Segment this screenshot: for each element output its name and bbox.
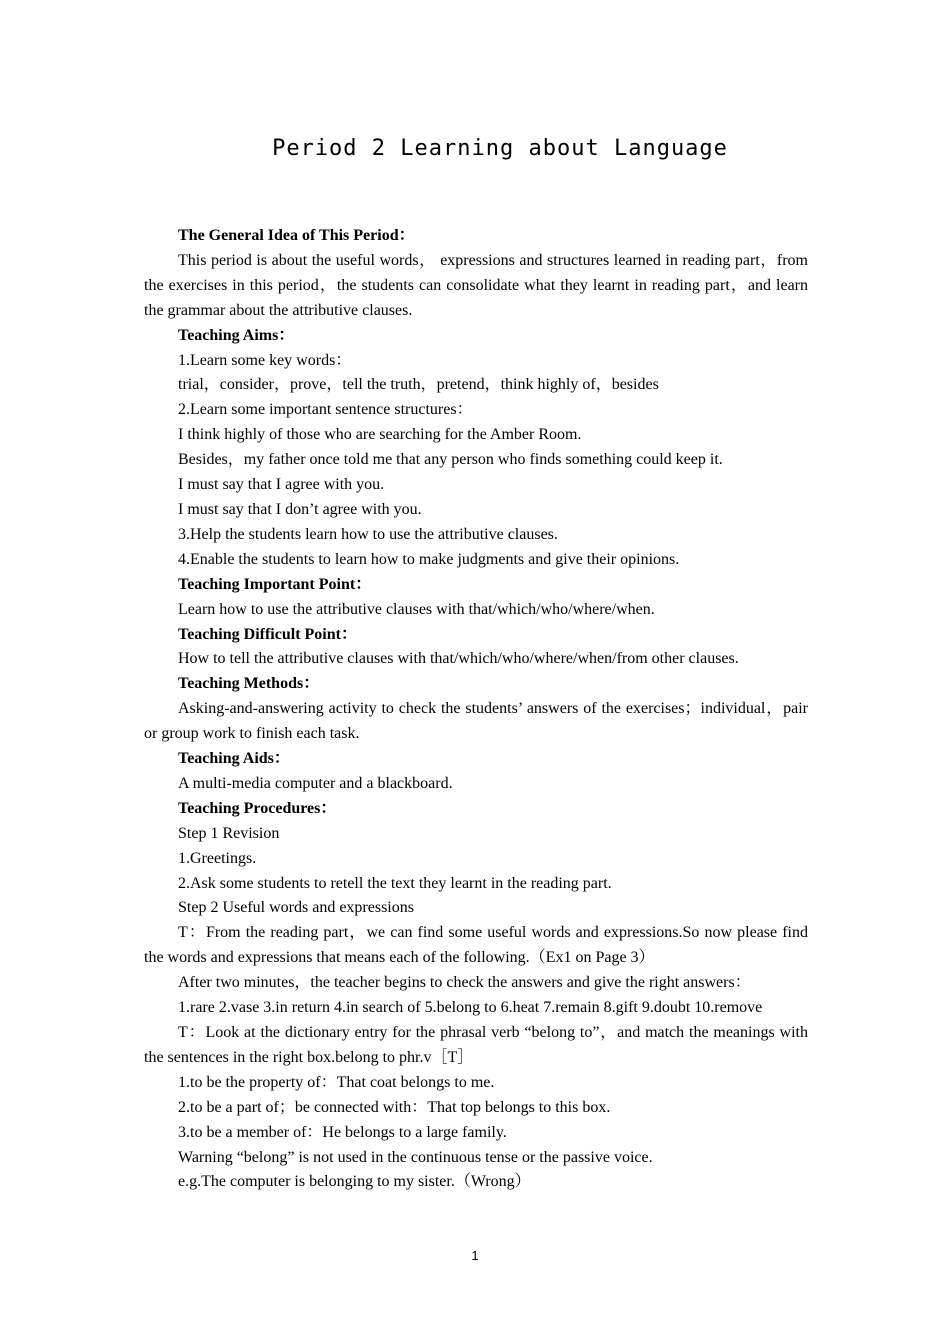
step-1-item-2: 2.Ask some students to retell the text they learnt in the reading part. (178, 874, 612, 892)
structure-sentence-2: Besides，my father once told me that any person who finds something could keep it. (178, 451, 723, 469)
structure-sentence-4: I must say that I don’t agree with you. (178, 500, 422, 518)
meaning-2: 2.to be a part of；be connected with：That top belongs to this box. (178, 1098, 611, 1116)
aim-item-3: 3.Help the students learn how to use the attributive clauses. (178, 525, 558, 543)
teaching-aids-heading: Teaching Aids： (178, 750, 290, 768)
example-sentence: e.g.The computer is belonging to my sister.（Wrong） (178, 1173, 531, 1191)
step-1-item-1: 1.Greetings. (178, 849, 257, 867)
step-1-title: Step 1 Revision (178, 824, 280, 842)
general-idea-paragraph: This period is about the useful words， expressions and structures learned in reading part，from the exercises in this period，the students can consolidate what they learnt in reading part，and learn the grammar about the attributive clauses. (144, 251, 809, 319)
difficult-point-text: How to tell the attributive clauses with that/which/who/where/when/from other clauses. (178, 650, 739, 668)
aim-item-4: 4.Enable the students to learn how to make judgments and give their opinions. (178, 550, 680, 568)
step-2-title: Step 2 Useful words and expressions (178, 899, 414, 917)
step-2-teacher-prompt-1: T：From the reading part，we can find some useful words and expressions.So now please find the words and expressions that means each of the following.（Ex1 on Page 3） (144, 924, 808, 967)
structure-sentence-1: I think highly of those who are searching for the Amber Room. (178, 426, 582, 444)
step-2-after-text: After two minutes，the teacher begins to check the answers and give the right answers： (178, 974, 751, 992)
step-2-answers: 1.rare 2.vase 3.in return 4.in search of 5.belong to 6.heat 7.remain 8.gift 9.doubt 10.remove (178, 999, 763, 1017)
teaching-aids-text: A multi-media computer and a blackboard. (178, 774, 453, 792)
general-idea-heading: The General Idea of This Period： (178, 227, 415, 244)
important-point-heading: Teaching Important Point： (178, 575, 372, 593)
page-number: 1 (471, 1248, 479, 1263)
step-2-teacher-prompt-2: T：Look at the dictionary entry for the phrasal verb “belong to”，and match the meanings with the sentences in the right box.belong to phr.v［T］ (144, 1024, 808, 1066)
teaching-procedures-heading: Teaching Procedures： (178, 799, 337, 817)
aim-item-1: 1.Learn some key words： (178, 351, 352, 369)
important-point-text: Learn how to use the attributive clauses with that/which/who/where/when. (178, 600, 655, 618)
key-words-line: trial，consider，prove，tell the truth，pretend，think highly of，besides (178, 376, 659, 394)
structure-sentence-3: I must say that I agree with you. (178, 476, 385, 494)
page-title: Period 2 Learning about Language (272, 136, 728, 161)
meaning-3: 3.to be a member of：He belongs to a large family. (178, 1123, 507, 1141)
document-body (144, 224, 808, 1195)
aim-item-2: 2.Learn some important sentence structures： (178, 401, 473, 419)
teaching-aims-heading: Teaching Aims： (178, 326, 295, 344)
warning-note: Warning “belong” is not used in the continuous tense or the passive voice. (178, 1148, 653, 1166)
difficult-point-heading: Teaching Difficult Point： (178, 625, 357, 643)
meaning-1: 1.to be the property of：That coat belongs to me. (178, 1073, 495, 1091)
teaching-methods-text: Asking-and-answering activity to check the students’ answers of the exercises；individual，pair or group work to finish each task. (144, 700, 808, 743)
teaching-methods-heading: Teaching Methods： (178, 675, 320, 693)
